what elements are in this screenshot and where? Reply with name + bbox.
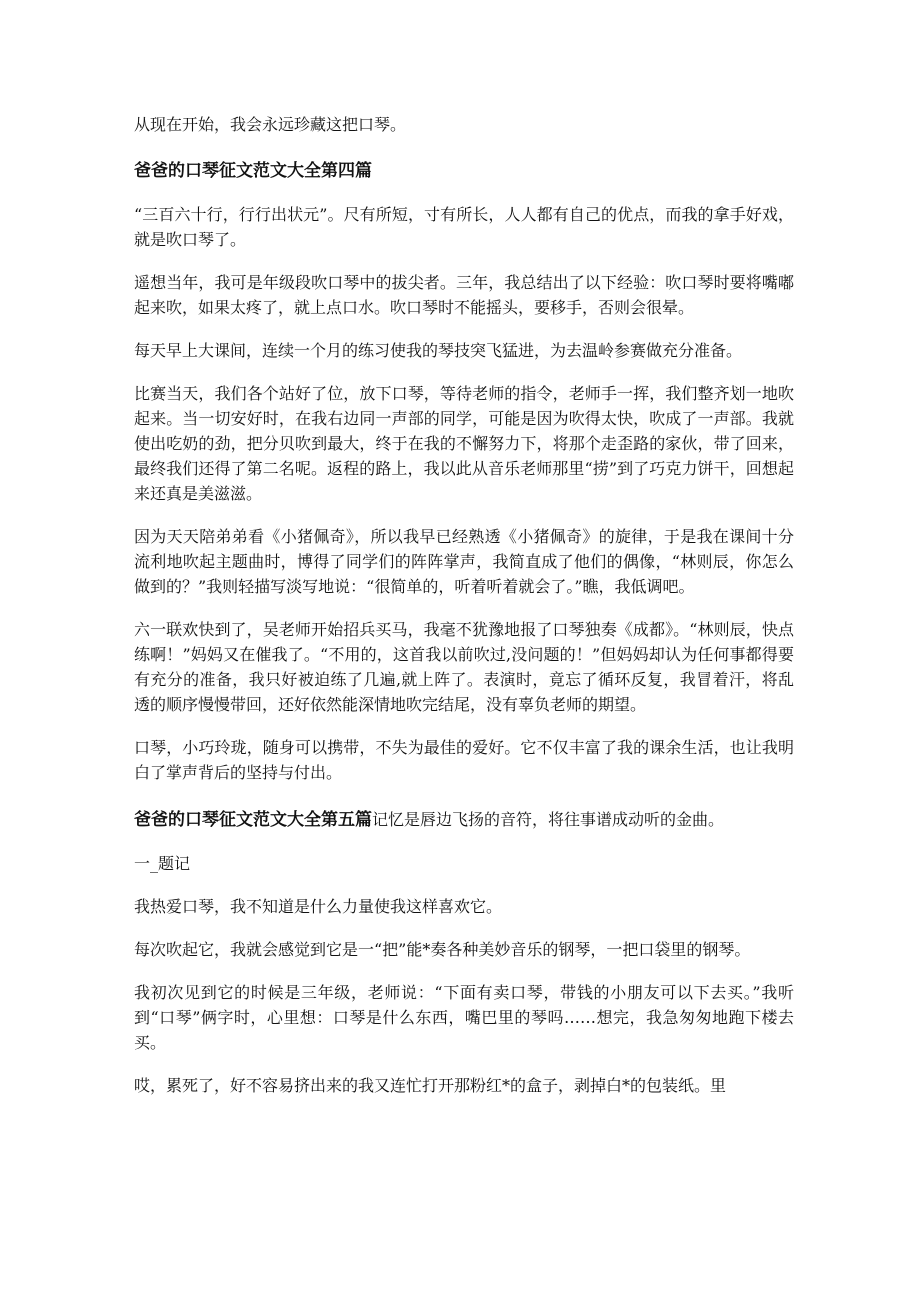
- paragraph-11: 我初次见到它的时候是三年级，老师说：“下面有卖口琴，带钱的小朋友可以下去买。”我听到“口琴”俩字时，心里想：口琴是什么东西，嘴巴里的琴吗……想完，我急匆匆地跑下楼去买。: [134, 983, 794, 1052]
- section-heading-4: 爸爸的口琴征文范文大全第四篇: [134, 161, 372, 181]
- paragraph-1: “三百六十行，行行出状元”。尺有所短，寸有所长，人人都有自己的优点，而我的拿手好戏，就是吹口琴了。: [134, 205, 794, 249]
- section-heading-5: 爸爸的口琴征文范文大全第五篇: [134, 810, 372, 830]
- epigraph-label: 一_题记: [134, 854, 191, 873]
- paragraph-9: 我热爱口琴，我不知道是什么力量使我这样喜欢它。: [134, 897, 503, 916]
- paragraph-2: 遥想当年，我可是年级段吹口琴中的拔尖者。三年，我总结出了以下经验：吹口琴时要将嘴嘟起来吹，如果太疼了，就上点口水。吹口琴时不能摇头，要移手，否则会很晕。: [134, 273, 794, 317]
- paragraph-5: 因为天天陪弟弟看《小猪佩奇》，所以我早已经熟透《小猪佩奇》的旋律，于是我在课间十分流利地吹起主题曲时，博得了同学们的阵阵掌声，我简直成了他们的偶像，“林则辰，你怎么做到的？”我则轻描写淡写地说：“很简单的，听着听着就会了。”瞧，我低调吧。: [134, 527, 794, 596]
- paragraph-4: 比赛当天，我们各个站好了位，放下口琴，等待老师的指令，老师手一挥，我们整齐划一地吹起来。当一切安好时，在我右边同一声部的同学，可能是因为吹得太快，吹成了一声部。我就使出吃奶的劲，把分贝吹到最大，终于在我的不懈努力下，将那个走歪路的家伙，带了回来，最终我们还得了第二名呢。返程的路上，我以此从音乐老师那里“捞”到了巧克力饼干，回想起来还真是美滋滋。: [134, 384, 794, 503]
- document-page: [134, 112, 794, 1098]
- paragraph-6: 六一联欢快到了，吴老师开始招兵买马，我毫不犹豫地报了口琴独奏《成都》。“林则辰，快点练啊！”妈妈又在催我了。“不用的，这首我以前吹过,没问题的！”但妈妈却认为任何事都得要有充分的准备，我只好被迫练了几遍,就上阵了。表演时，竟忘了循环反复，我冒着汗，将乱透的顺序慢慢带回，还好依然能深情地吹完结尾，没有辜负老师的期望。: [134, 620, 794, 714]
- paragraph-10: 每次吹起它，我就会感觉到它是一“把”能*奏各种美妙音乐的钢琴，一把口袋里的钢琴。: [134, 940, 751, 959]
- section-heading-5-line: [134, 807, 794, 833]
- paragraph-7: 口琴，小巧玲珑，随身可以携带，不失为最佳的爱好。它不仅丰富了我的课余生活，也让我明白了掌声背后的坚持与付出。: [134, 738, 794, 782]
- paragraph-12: 哎，累死了，好不容易挤出来的我又连忙打开那粉红*的盒子，剥掉白*的包装纸。里: [134, 1076, 727, 1095]
- epigraph-text: 记忆是唇边飞扬的音符，将往事谱成动听的金曲。: [372, 810, 725, 829]
- paragraph-opening: 从现在开始，我会永远珍藏这把口琴。: [134, 115, 407, 134]
- paragraph-3: 每天早上大课间，连续一个月的练习使我的琴技突飞猛进，为去温岭参赛做充分准备。: [134, 341, 743, 360]
